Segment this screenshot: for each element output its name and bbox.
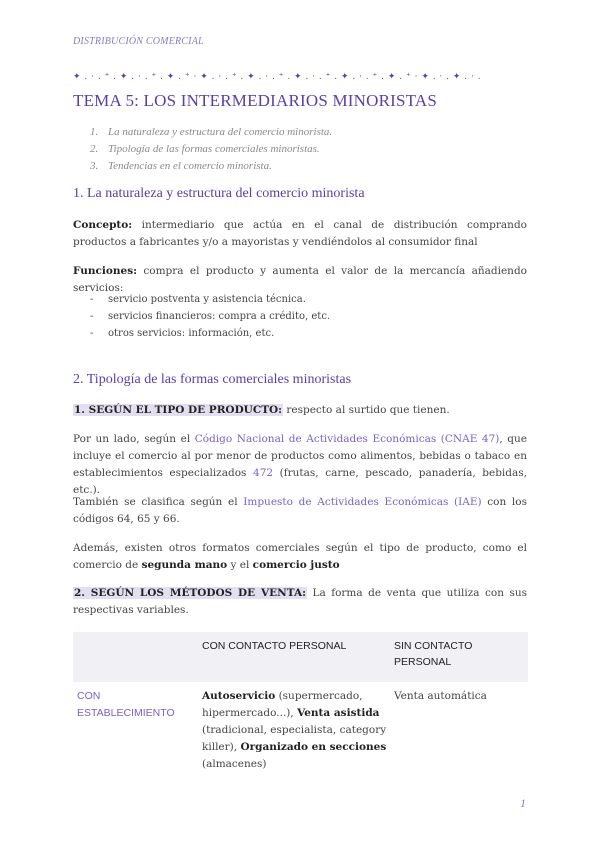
subsection-metodos: 2. SEGÚN LOS MÉTODOS DE VENTA: La forma de venta que utiliza con sus respectivas variables. [73, 587, 527, 616]
list-item: - otros servicios: información, etc. [90, 328, 275, 339]
table-cell: Venta automática [394, 690, 487, 702]
subsection-label: 2. SEGÚN LOS MÉTODOS DE VENTA: [74, 587, 306, 599]
section-heading-1: 1. La naturaleza y estructura del comercio minorista [73, 186, 365, 201]
funciones-list [90, 291, 330, 342]
table-header-cell [73, 632, 202, 682]
subsection-label: 1. SEGÚN EL TIPO DE PRODUCTO: [74, 404, 283, 416]
concepto-label: Concepto: [73, 219, 133, 231]
iae-reference: Impuesto de Actividades Económicas (IAE) [243, 496, 482, 508]
table-row [73, 682, 528, 773]
cnae-code: 472 [253, 467, 274, 479]
table-header-cell: SIN CONTACTO PERSONAL [394, 632, 528, 682]
running-header: DISTRIBUCIÓN COMERCIAL [73, 36, 204, 47]
list-item: - servicio postventa y asistencia técnica. [90, 294, 306, 305]
table-header-cell: CON CONTACTO PERSONAL [202, 632, 394, 682]
subsection-producto: 1. SEGÚN EL TIPO DE PRODUCTO: respecto al surtido que tienen. [74, 404, 450, 416]
funciones-label: Funciones: [73, 265, 138, 277]
toc-item: 1. La naturaleza y estructura del comercio minorista. [90, 126, 333, 138]
table-cell: Autoservicio (supermercado, hipermercado...), Venta asistida (tradicional, especialista, category killer), Organizado en secciones (almacenes) [202, 690, 387, 770]
funciones-paragraph: Funciones: compra el producto y aumenta el valor de la mercancía añadiendo servicios: [73, 265, 527, 294]
table-row-header: CON ESTABLECIMIENTO [77, 690, 175, 719]
cnae-paragraph: Por un lado, según el Código Nacional de Actividades Económicas (CNAE 47), que incluye el comercio al por menor de productos como alimentos, bebidas o tabaco en establecimientos especializados 472 (frutas, carne, pescado, panadería, bebidas, etc.). [73, 433, 527, 496]
toc-item: 3. Tendencias en el comercio minorista. [90, 160, 272, 172]
section-heading-2: 2. Tipología de las formas comerciales minoristas [73, 372, 352, 387]
list-item: - servicios financieros: compra a crédito, etc. [90, 311, 331, 322]
toc-item: 2. Tipología de las formas comerciales minoristas. [90, 143, 320, 155]
decorative-sparkle-divider: ✦ . · . ⁺ . ✦ . · . ⁺ . ✦ . ⁺ · ✦ . · . ⁺ . ✦ . · . ⁺ . ✦ . · . ⁺ . ✦ . · . ⁺ . ✦ . ⁺ · ✦ . · . ✦ . · . [73, 72, 482, 82]
page-number: 1 [520, 796, 526, 810]
concepto-paragraph: Concepto: intermediario que actúa en el canal de distribución comprando productos a fabricantes y/o a mayoristas y vendiéndolos al consumidor final [73, 219, 527, 248]
otros-formatos-paragraph: Además, existen otros formatos comerciales según el tipo de producto, como el comercio de segunda mano y el comercio justo [73, 542, 527, 571]
page-title: TEMA 5: LOS INTERMEDIARIOS MINORISTAS [73, 91, 437, 110]
table-header-row [73, 632, 528, 682]
cnae-reference: Código Nacional de Actividades Económicas (CNAE 47) [194, 433, 500, 445]
iae-paragraph: También se clasifica según el Impuesto de Actividades Económicas (IAE) con los códigos 64, 65 y 66. [73, 496, 527, 525]
table-of-contents [90, 124, 332, 175]
metodos-venta-table [73, 632, 528, 773]
